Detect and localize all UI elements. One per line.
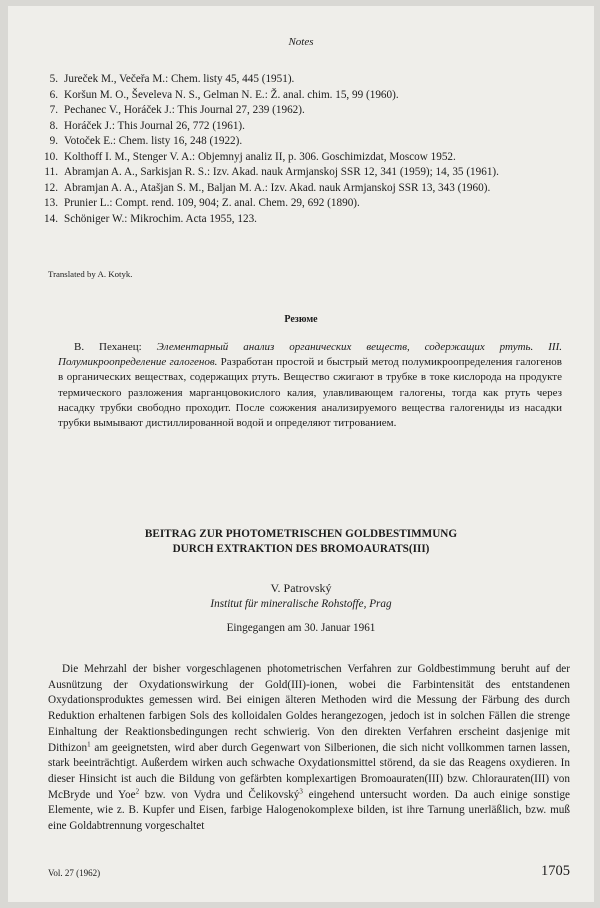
page-number: 1705	[541, 863, 570, 879]
article-author: V. Patrovský	[270, 581, 332, 595]
volume-label: Vol. 27 (1962)	[48, 868, 101, 878]
resume-author: В. Пеханец:	[74, 341, 142, 353]
article-title	[8, 527, 594, 557]
reference-item: 12. Abramjan A. A., Atašjan S. M., Baljan M. A.: Izv. Akad. nauk Armjanskoj SSR 13, 343 (1960).	[44, 181, 491, 194]
article-title-line: DURCH EXTRAKTION DES BROMOAURATS(III)	[172, 543, 430, 555]
running-header: Notes	[288, 36, 314, 48]
reference-item: 9. Votoček E.: Chem. listy 16, 248 (1922).	[49, 135, 243, 147]
body-text-part: am geeignetsten, wird aber durch Gegenwart von Silberionen, die sich nicht vollkommen tarnen lassen, stark beeinträchtigt. Außerdem wirken auch schwache Oxydationsmittel störend, da sie das Reagens oxydieren. In dieser Hinsicht ist auch die Bildung von gefärbten komplexartigen Bromoauraten(III) bzw. Chlorauraten(III) von McBryde und Yoe	[48, 741, 570, 801]
article-title-line: BEITRAG ZUR PHOTOMETRISCHEN GOLDBESTIMMUNG	[144, 528, 458, 540]
body-text-part: Die Mehrzahl der bisher vorgeschlagenen photometrischen Verfahren zur Goldbestimmung beruht auf der Ausnützung der Oxydationswirkung der Gold(III)-ionen, wobei die Farbintensität des entstandenen Oxydationsproduktes gemessen wird. Bei einigen älteren Methoden wird die Messung der Färbung des durch Reduktion erhaltenen farbigen Sols des kolloidalen Goldes herangezogen, jedoch ist in solchen Fällen die strenge Einhaltung der Reaktionsbedingungen recht schwierig. Von den direkten Verfahren erscheint dasjenige mit Dithizon	[48, 663, 570, 754]
body-text-part: bzw. von Vydra und Čelikovský	[139, 788, 300, 801]
reference-item: 14. Schöniger W.: Mikrochim. Acta 1955, 123.	[44, 212, 257, 225]
footnote-marker: 2	[135, 786, 140, 795]
article-body	[48, 662, 570, 835]
reference-item: 6. Koršun M. O., Ševeleva N. S., Gelman N. E.: Ž. anal. chim. 15, 99 (1960).	[49, 88, 399, 101]
body-text-part: eingehend untersucht worden. Da auch einige sonstige Elemente, wie z. B. Kupfer und Eisen, farbige Halogenokomplexe bilden, ist ihre Tarnung unerläßlich, bzw. muß eine Goldabtrennung vorgeschaltet	[48, 788, 570, 833]
reference-item: 7. Pechanec V., Horáček J.: This Journal 27, 239 (1962).	[49, 104, 305, 116]
resume-paragraph	[58, 340, 562, 431]
resume-body: Разработан простой и быстрый метод полумикроопределения галогенов в органических веществах, содержащих ртуть. Вещество сжигают в трубке в токе кислорода на продукте термического разложения марганцовокислого калия, улавливающем галогены, тогда как ртуть через насадку трубки свободно проходит. После сожжения анализируемого вещества галогениды из насадки трубки вымывают дистиллированной водой и определяют титрованием.	[58, 356, 562, 430]
translator-credit: Translated by A. Kotyk.	[48, 269, 133, 279]
reference-item: 8. Horáček J.: This Journal 26, 772 (1961).	[49, 119, 245, 132]
received-date: Eingegangen am 30. Januar 1961	[226, 622, 376, 634]
resume-heading: Резюме	[284, 314, 318, 325]
article-institute: Institut für mineralische Rohstoffe, Prag	[210, 598, 392, 610]
resume-title-italic: Элементарный анализ органических веществ, содержащих ртуть. III. Полумикроопределение галогенов.	[58, 341, 562, 369]
reference-item: 13. Prunier L.: Compt. rend. 109, 904; Z. anal. Chem. 29, 692 (1890).	[44, 197, 360, 209]
document-page	[8, 6, 594, 902]
footnote-marker: 1	[87, 739, 91, 748]
footnote-marker: 3	[299, 786, 303, 795]
reference-item: 11. Abramjan A. A., Sarkisjan R. S.: Izv. Akad. nauk Armjanskoj SSR 12, 341 (1959); 14, 35 (1961).	[44, 166, 499, 178]
reference-item: 5. Jureček M., Večeřa M.: Chem. listy 45, 445 (1951).	[49, 73, 295, 85]
reference-item: 10. Kolthoff I. M., Stenger V. A.: Objemnyj analiz II, p. 306. Goschimizdat, Moscow 1952.	[44, 150, 456, 163]
reference-list	[40, 72, 570, 227]
